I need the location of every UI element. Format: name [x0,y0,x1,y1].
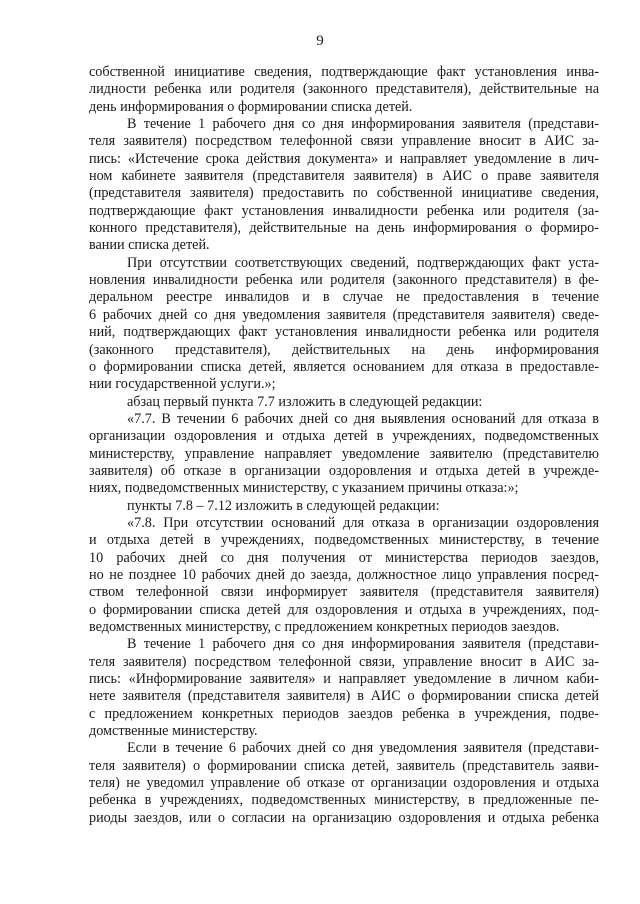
text-line: пись: «Информирование заявителя» и направляет уведомление в личном каби- [89,671,599,688]
text-line: ребенка в учреждениях, подведомственных министерству, в предложенные пе- [89,792,599,809]
text-line: новления инвалидности ребенка или родителя (законного представителя) в фе- [89,272,599,289]
text-line: вании списка детей. [89,237,210,254]
page-number: 9 [316,33,324,49]
text-line: подтверждающие факт установления инвалидности ребенка или родителя (за- [89,202,599,219]
text-line: В течение 1 рабочего дня со дня информирования заявителя (представи- [127,636,599,653]
text-line: «7.7. В течении 6 рабочих дней со дня выявления оснований для отказа в [127,410,599,427]
text-line: конного представителя), действительные на день информирования о формиро- [89,220,599,237]
text-line: деральном реестре инвалидов и в случае не предоставления в течение [89,289,599,306]
text-line: и отдыха детей в учреждениях, подведомственных министерству, в течение [89,532,599,549]
text-line: «7.8. При отсутствии оснований для отказа в организации оздоровления [127,514,599,531]
text-line: теля) не уведомил управление об отказе от организации оздоровления и отдыха [89,775,599,792]
text-line: министерству, управление направляет уведомление заявителю (представителю [89,445,599,462]
text-line: ниях, подведомственных министерству, с указанием причины отказа:»; [89,480,519,497]
text-line: ведомственных министерству, с предложением конкретных периодов заездов. [89,619,560,635]
text-line: о формировании списка детей для оздоровления и отдыха в учреждениях, под- [89,601,599,618]
text-line: риоды заездов, или о согласии на организацию оздоровления и отдыха ребенка [89,809,599,826]
text-line: домственные министерству. [89,723,258,740]
text-line: ний, подтверждающих факт установления инвалидности ребенка или родителя [89,324,599,341]
text-line: В течение 1 рабочего дня со дня информирования заявителя (представи- [127,116,599,133]
text-line: нии государственной услуги.»; [89,376,276,393]
text-line: 10 рабочих дней со дня получения от министерства периодов заездов, [89,549,599,566]
text-line: пункты 7.8 – 7.12 изложить в следующей редакции: [127,497,440,514]
text-line: При отсутствии соответствующих сведений, подтверждающих факт уста- [127,254,599,271]
text-line: заявителя) об отказе в организации оздоровления и отдыха детей в учрежде- [89,462,599,479]
text-line: собственной инициативе сведения, подтверждающие факт установления инва- [89,64,599,80]
text-line: теля заявителя) о формировании списка детей, заявитель (представитель заяви- [89,757,599,774]
text-line: день информирования о формировании списка детей. [89,98,413,115]
text-line: 6 рабочих дней со дня уведомления заявителя (представителя заявителя) сведе- [89,306,599,323]
text-line: пись: «Истечение срока действия документа» и направляет уведомление в лич- [89,150,599,167]
text-line: (представителя заявителя) предоставить по собственной инициативе сведения, [89,185,599,202]
text-line: лидности ребенка или родителя (законного представителя), действительные на [89,81,599,98]
text-line: (законного представителя), действительных на день информирования [89,341,599,358]
text-line: о формировании списка детей, является основанием для отказа в предоставле- [89,358,599,375]
text-line: теля заявителя) посредством телефонной связи, управление вносит в АИС за- [89,653,599,670]
text-line: абзац первый пункта 7.7 изложить в следующей редакции: [127,393,483,410]
text-line: ством телефонной связи информирует заявителя (представителя заявителя) [89,584,599,601]
text-line: нете заявителя (представителя заявителя) в АИС о формировании списка детей [89,688,599,705]
text-line: но не позднее 10 рабочих дней до заезда, должностное лицо управления посред- [89,566,599,583]
text-line: теля заявителя) посредством телефонной связи управление вносит в АИС за- [89,133,599,150]
text-line: организации оздоровления и отдыха детей в учреждениях, подведомственных [89,428,599,445]
text-line: с предложением конкретных периодов заездов ребенка в учреждения, подве- [89,705,599,722]
document-body [89,64,599,827]
text-line: Если в течение 6 рабочих дней со дня уведомления заявителя (представи- [127,740,599,757]
text-line: ном кабинете заявителя (представителя заявителя) в АИС о праве заявителя [89,168,599,185]
